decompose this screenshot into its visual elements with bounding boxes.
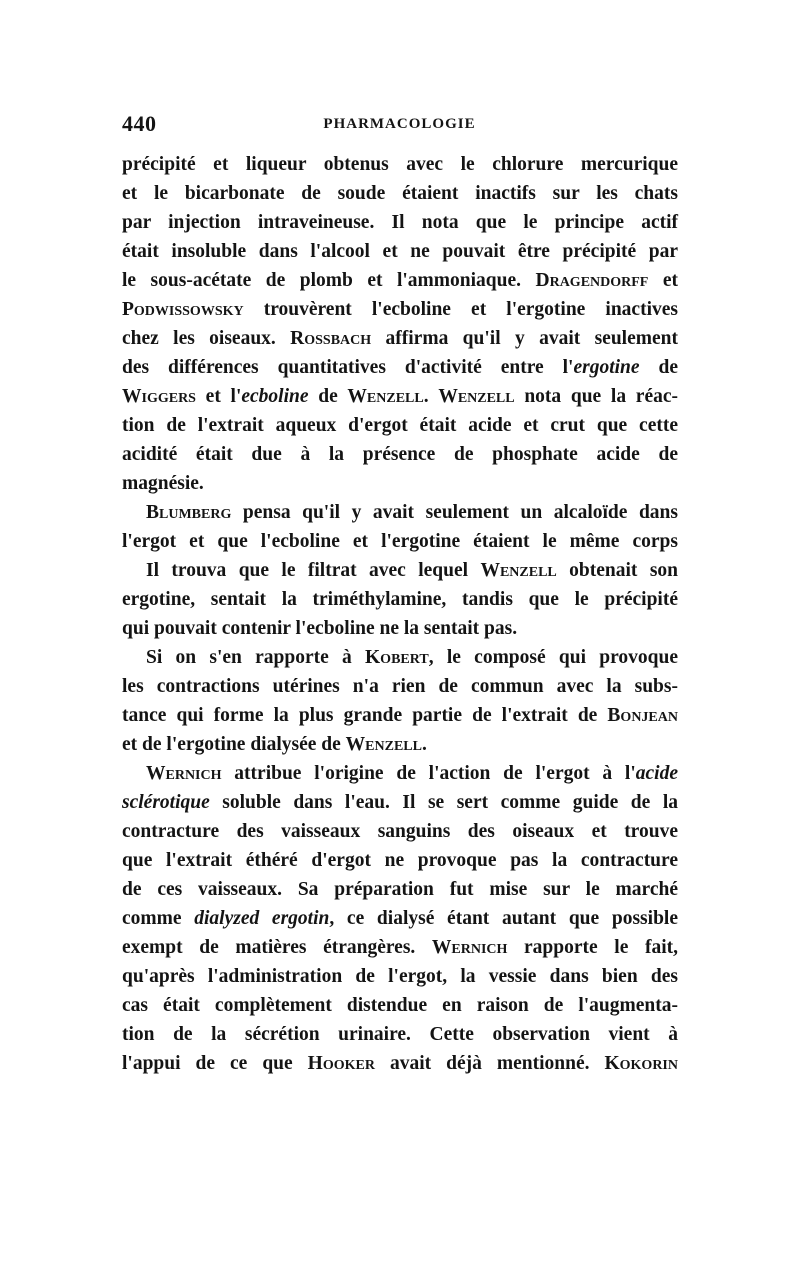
- text-run: contracture des vaisseaux sanguins des oiseaux et trouve: [122, 821, 678, 842]
- text-run: qui pouvait contenir l'ecboline ne la sentait pas.: [122, 618, 518, 639]
- text-line: [122, 266, 678, 295]
- author-name: Podwissowsky: [122, 299, 244, 320]
- author-name: Wiggers: [122, 386, 196, 407]
- text-line: [122, 324, 678, 353]
- text-run: trouvèrent l'ecboline et l'ergotine inactives: [243, 299, 678, 320]
- text-line: [122, 440, 678, 469]
- author-name: Bonjean: [607, 705, 678, 726]
- text-line: [122, 208, 678, 237]
- text-run: des différences quantitatives d'activité entre l': [122, 357, 574, 378]
- author-name: Kobert: [365, 647, 429, 668]
- italic-term: dialyzed ergotin: [194, 908, 330, 929]
- text-run: Il trouva que le filtrat avec lequel: [146, 560, 481, 581]
- text-run: obtenait son: [556, 560, 679, 581]
- text-line: [122, 614, 678, 643]
- text-line: [122, 1020, 678, 1049]
- text-run: et: [648, 270, 678, 291]
- text-run: le sous-acétate de plomb et l'ammoniaque.: [122, 270, 536, 291]
- author-name: Hooker: [307, 1053, 375, 1074]
- italic-term: ecboline: [241, 386, 309, 407]
- text-line: [122, 991, 678, 1020]
- text-line: [122, 730, 678, 759]
- text-run: comme: [122, 908, 195, 929]
- text-line: [122, 353, 678, 382]
- text-line: [122, 875, 678, 904]
- italic-term: acide: [635, 763, 678, 784]
- text-run: rapporte le fait,: [507, 937, 678, 958]
- text-run: par injection intraveineuse. Il nota que le principe actif: [122, 212, 678, 233]
- author-name: Wenzell: [347, 386, 424, 407]
- text-run: tion de l'extrait aqueux d'ergot était acide et crut que cette: [122, 415, 678, 436]
- page-number: 440: [122, 111, 157, 136]
- text-run: Si on s'en rapporte à: [146, 647, 366, 668]
- text-run: de ces vaisseaux. Sa préparation fut mise sur le marché: [122, 879, 678, 900]
- text-run: nota que la réac-: [514, 386, 678, 407]
- text-line: [122, 643, 678, 672]
- text-line: [122, 904, 678, 933]
- text-line: [122, 498, 678, 527]
- text-line: [122, 585, 678, 614]
- text-line: [122, 295, 678, 324]
- text-run: l'appui de ce que: [122, 1053, 308, 1074]
- author-name: Wernich: [431, 937, 508, 958]
- text-line: [122, 382, 678, 411]
- running-title: PHARMACOLOGIE: [323, 116, 476, 132]
- text-line: [122, 237, 678, 266]
- text-run: avait déjà mentionné.: [374, 1053, 605, 1074]
- text-run: , le composé qui provoque: [428, 647, 678, 668]
- author-name: Rossbach: [290, 328, 372, 349]
- text-line: [122, 469, 678, 498]
- author-name: Wenzell: [345, 734, 422, 755]
- text-line: [122, 759, 678, 788]
- author-name: Kokorin: [604, 1053, 678, 1074]
- text-run: soluble dans l'eau. Il se sert comme guide de la: [209, 792, 678, 813]
- text-line: [122, 411, 678, 440]
- author-name: Wenzell: [480, 560, 557, 581]
- text-run: et de l'ergotine dialysée de: [122, 734, 346, 755]
- text-run: tance qui forme la plus grande partie de l'extrait de: [122, 705, 608, 726]
- text-run: les contractions utérines n'a rien de commun avec la subs-: [122, 676, 678, 697]
- text-run: chez les oiseaux.: [122, 328, 291, 349]
- text-line: [122, 788, 678, 817]
- text-run: de: [308, 386, 348, 407]
- page-header: [122, 111, 677, 141]
- text-line: [122, 846, 678, 875]
- body-text: [122, 150, 678, 1078]
- text-line: [122, 701, 678, 730]
- text-run: l'ergot et que l'ecboline et l'ergotine étaient le même corps: [122, 531, 678, 552]
- text-line: [122, 179, 678, 208]
- text-line: [122, 150, 678, 179]
- text-line: [122, 817, 678, 846]
- text-line: [122, 556, 678, 585]
- text-run: .: [423, 386, 439, 407]
- text-run: cas était complètement distendue en raison de l'augmenta-: [122, 995, 678, 1016]
- text-run: affirma qu'il y avait seulement: [371, 328, 678, 349]
- text-run: était insoluble dans l'alcool et ne pouvait être précipité par: [122, 241, 678, 262]
- text-run: acidité était due à la présence de phosphate acide de: [122, 444, 678, 465]
- author-name: Dragendorff: [535, 270, 649, 291]
- text-run: de: [639, 357, 678, 378]
- text-run: précipité et liqueur obtenus avec le chlorure mercurique: [122, 154, 678, 175]
- text-run: et le bicarbonate de soude étaient inactifs sur les chats: [122, 183, 678, 204]
- text-run: tion de la sécrétion urinaire. Cette observation vient à: [122, 1024, 678, 1045]
- text-run: , ce dialysé étant autant que possible: [329, 908, 678, 929]
- text-run: .: [421, 734, 427, 755]
- italic-term: ergotine: [573, 357, 640, 378]
- author-name: Wenzell: [438, 386, 515, 407]
- text-run: qu'après l'administration de l'ergot, la vessie dans bien des: [122, 966, 678, 987]
- text-run: pensa qu'il y avait seulement un alcaloïde dans: [231, 502, 678, 523]
- text-line: [122, 933, 678, 962]
- text-line: [122, 672, 678, 701]
- author-name: Wernich: [146, 763, 222, 784]
- text-run: ergotine, sentait la triméthylamine, tandis que le précipité: [122, 589, 678, 610]
- italic-term: sclérotique: [122, 792, 210, 813]
- text-run: attribue l'origine de l'action de l'ergot à l': [221, 763, 636, 784]
- text-run: et l': [195, 386, 242, 407]
- text-run: exempt de matières étrangères.: [122, 937, 432, 958]
- text-run: que l'extrait éthéré d'ergot ne provoque pas la contracture: [122, 850, 678, 871]
- text-line: [122, 962, 678, 991]
- text-line: [122, 527, 678, 556]
- author-name: Blumberg: [146, 502, 232, 523]
- text-run: magnésie.: [122, 473, 204, 494]
- text-line: [122, 1049, 678, 1078]
